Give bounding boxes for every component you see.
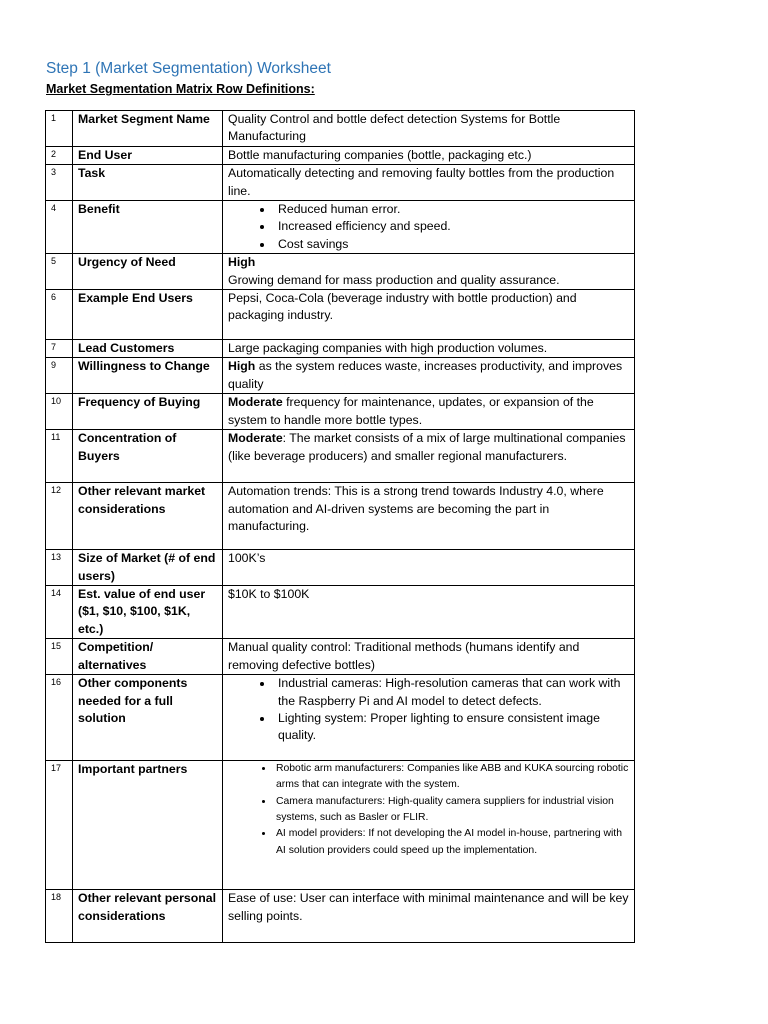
row-number: 11 bbox=[46, 430, 73, 483]
table-row bbox=[46, 165, 635, 201]
row-number: 6 bbox=[46, 290, 73, 340]
table-row bbox=[46, 394, 635, 430]
urgency-level: High bbox=[228, 255, 256, 270]
row-number: 4 bbox=[46, 201, 73, 254]
table-row bbox=[46, 254, 635, 290]
segmentation-matrix-table bbox=[45, 110, 635, 943]
table-row bbox=[46, 201, 635, 254]
row-label: Willingness to Change bbox=[73, 358, 223, 394]
row-value: Ease of use: User can interface with minimal maintenance and will be key selling points. bbox=[223, 890, 635, 943]
row-number: 14 bbox=[46, 585, 73, 638]
row-number: 12 bbox=[46, 483, 73, 550]
list-item: • AI model providers: If not developing the AI model in-house, partnering with AI solution providers could speed up the implementation. bbox=[274, 826, 629, 859]
row-value: 100K’s bbox=[223, 550, 635, 586]
table-row bbox=[46, 290, 635, 340]
row-number: 15 bbox=[46, 639, 73, 675]
row-value bbox=[223, 761, 635, 890]
row-value bbox=[223, 430, 635, 483]
table-row bbox=[46, 675, 635, 761]
urgency-detail: Growing demand for mass production and quality assurance. bbox=[228, 272, 560, 287]
row-label: Concentration of Buyers bbox=[73, 430, 223, 483]
frequency-detail: frequency for maintenance, updates, or expansion of the system to handle more bottle types. bbox=[228, 395, 594, 427]
row-number: 9 bbox=[46, 358, 73, 394]
concentration-level: Moderate bbox=[228, 431, 283, 446]
row-value: Bottle manufacturing companies (bottle, packaging etc.) bbox=[223, 146, 635, 164]
row-number: 10 bbox=[46, 394, 73, 430]
concentration-detail: : The market consists of a mix of large multinational companies (like beverage producers) and smaller regional manufacturers. bbox=[228, 431, 626, 463]
bullet-list bbox=[228, 675, 629, 745]
row-value: $10K to $100K bbox=[223, 585, 635, 638]
table-row bbox=[46, 761, 635, 890]
table-row bbox=[46, 550, 635, 586]
row-label: Competition/ alternatives bbox=[73, 639, 223, 675]
row-value: Automatically detecting and removing faulty bottles from the production line. bbox=[223, 165, 635, 201]
row-value: Automation trends: This is a strong trend towards Industry 4.0, where automation and AI-driven systems are becoming the part in manufacturing. bbox=[223, 483, 635, 550]
table-row bbox=[46, 890, 635, 943]
row-value bbox=[223, 394, 635, 430]
row-value: Manual quality control: Traditional methods (humans identify and removing defective bottles) bbox=[223, 639, 635, 675]
table-row bbox=[46, 358, 635, 394]
row-label: Benefit bbox=[73, 201, 223, 254]
row-number: 3 bbox=[46, 165, 73, 201]
row-number: 2 bbox=[46, 146, 73, 164]
row-label: Example End Users bbox=[73, 290, 223, 340]
matrix-subtitle: Market Segmentation Matrix Row Definitions: bbox=[46, 82, 315, 96]
table-row bbox=[46, 340, 635, 358]
row-number: 17 bbox=[46, 761, 73, 890]
row-number: 18 bbox=[46, 890, 73, 943]
list-item: • Camera manufacturers: High-quality camera suppliers for industrial vision systems, such as Basler or FLIR. bbox=[274, 794, 629, 827]
row-number: 13 bbox=[46, 550, 73, 586]
bullet-list bbox=[228, 761, 629, 859]
table-row bbox=[46, 146, 635, 164]
row-label: End User bbox=[73, 146, 223, 164]
row-label: Other relevant market considerations bbox=[73, 483, 223, 550]
list-item: • Lighting system: Proper lighting to ensure consistent image quality. bbox=[274, 710, 629, 745]
row-number: 16 bbox=[46, 675, 73, 761]
row-number: 7 bbox=[46, 340, 73, 358]
list-item: • Cost savings bbox=[274, 236, 629, 253]
row-number: 5 bbox=[46, 254, 73, 290]
row-label: Size of Market (# of end users) bbox=[73, 550, 223, 586]
row-label: Task bbox=[73, 165, 223, 201]
row-label: Important partners bbox=[73, 761, 223, 890]
row-label: Other relevant personal considerations bbox=[73, 890, 223, 943]
table-row bbox=[46, 430, 635, 483]
page-title: Step 1 (Market Segmentation) Worksheet bbox=[46, 60, 331, 77]
list-item: • Reduced human error. bbox=[274, 201, 629, 218]
row-label: Urgency of Need bbox=[73, 254, 223, 290]
list-item: • Industrial cameras: High-resolution cameras that can work with the Raspberry Pi and AI model to detect defects. bbox=[274, 675, 629, 710]
table-row bbox=[46, 585, 635, 638]
row-label: Other components needed for a full solution bbox=[73, 675, 223, 761]
row-label: Frequency of Buying bbox=[73, 394, 223, 430]
row-value bbox=[223, 254, 635, 290]
table-row bbox=[46, 483, 635, 550]
row-number: 1 bbox=[46, 111, 73, 147]
willingness-detail: as the system reduces waste, increases productivity, and improves quality bbox=[228, 359, 623, 391]
frequency-level: Moderate bbox=[228, 395, 283, 410]
row-value: Quality Control and bottle defect detection Systems for Bottle Manufacturing bbox=[223, 111, 635, 147]
row-value bbox=[223, 201, 635, 254]
bullet-list bbox=[228, 201, 629, 253]
row-value: Pepsi, Coca-Cola (beverage industry with bottle production) and packaging industry. bbox=[223, 290, 635, 340]
table-row bbox=[46, 639, 635, 675]
row-label: Market Segment Name bbox=[73, 111, 223, 147]
row-value: Large packaging companies with high production volumes. bbox=[223, 340, 635, 358]
willingness-level: High bbox=[228, 359, 256, 374]
table-row bbox=[46, 111, 635, 147]
row-label: Lead Customers bbox=[73, 340, 223, 358]
row-value bbox=[223, 358, 635, 394]
list-item: • Robotic arm manufacturers: Companies like ABB and KUKA sourcing robotic arms that can integrate with the system. bbox=[274, 761, 629, 794]
row-value bbox=[223, 675, 635, 761]
row-label: Est. value of end user ($1, $10, $100, $1K, etc.) bbox=[73, 585, 223, 638]
list-item: • Increased efficiency and speed. bbox=[274, 218, 629, 235]
